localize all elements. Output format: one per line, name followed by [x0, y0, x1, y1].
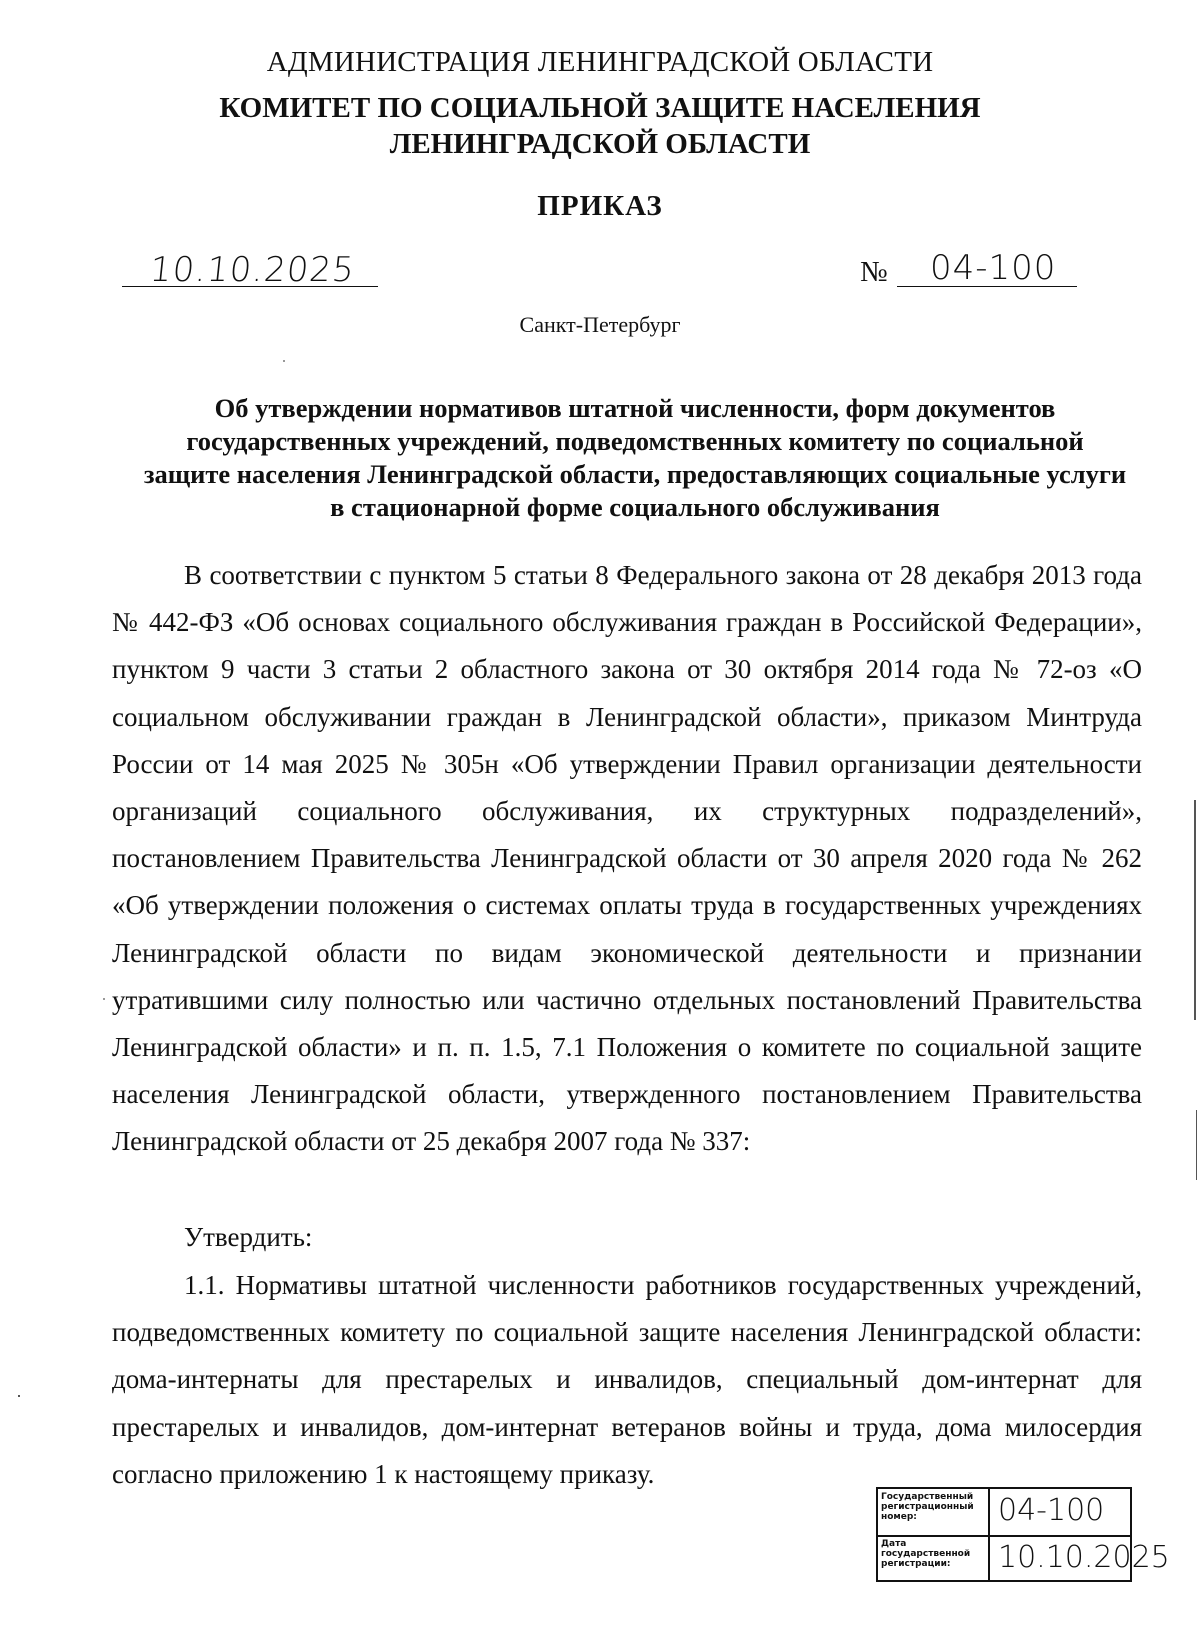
committee-heading — [0, 90, 1200, 162]
number-sign: № — [860, 256, 888, 288]
scan-speck — [103, 998, 105, 1000]
registration-stamp — [876, 1487, 1170, 1582]
registration-number-value: 04-100 — [998, 1493, 1105, 1528]
number-underline — [897, 286, 1077, 287]
scan-speck — [283, 360, 285, 362]
date-underline — [122, 286, 378, 287]
approve-paragraph: Утвердить: — [184, 1222, 313, 1252]
order-number: 04-100 — [930, 248, 1057, 288]
scan-speck — [18, 1395, 20, 1397]
administration-heading: АДМИНИСТРАЦИЯ ЛЕНИНГРАДСКОЙ ОБЛАСТИ — [266, 46, 934, 78]
order-date: 10.10.2025 — [147, 250, 357, 290]
registration-date-label: Дата государственной регистрации: — [881, 1539, 971, 1569]
preamble-paragraph: В соответствии с пунктом 5 статьи 8 Федерального закона от 28 декабря 2013 года № 442-ФЗ «Об основах социального обслуживания граждан в Российской Федерации», пунктом 9 части 3 статьи 2 областного закона от 30 октября 2014 года № 72-оз «О социальном обслуживании граждан в Ленинградской области», приказом Минтруда России от 14 мая 2025 № 305н «Об утверждении Правил организации деятельности организаций социального обслуживания, их структурных подразделений», постановлением Правительства Ленинградской области от 30 апреля 2020 года № 262 «Об утверждении положения о системах оплаты труда в государственных учреждениях Ленинградской области по видам экономической деятельности и признании утратившими силу полностью или частично отдельных постановлений Правительства Ленинградской области» и п. п. 1.5, 7.1 Положения о комитете по социальной защите населения Ленинградской области, утвержденного постановлением Правительства Ленинградской области от 25 декабря 2007 года № 337: — [112, 560, 1142, 1157]
committee-heading-line-2: ЛЕНИНГРАДСКОЙ ОБЛАСТИ — [389, 128, 811, 160]
order-subject: Об утверждении нормативов штатной численности, форм документов государственных учреждений, подведомственных комитету по социальной защите населения Ленинградской области, предоставляющих социальные услуги в стационарной форме социального обслуживания — [143, 393, 1127, 522]
city-label: Санкт-Петербург — [519, 312, 681, 337]
registration-date-value: 10.10.2025 — [998, 1540, 1170, 1575]
registration-number-row — [878, 1489, 1130, 1537]
stamp-divider — [988, 1536, 990, 1582]
registration-number-label: Государственный регистрационный номер: — [881, 1492, 974, 1522]
document-type-title: ПРИКАЗ — [537, 190, 663, 222]
scan-edge-mark — [1196, 1110, 1197, 1180]
committee-heading-line-1: КОМИТЕТ ПО СОЦИАЛЬНОЙ ЗАЩИТЕ НАСЕЛЕНИЯ — [219, 92, 981, 124]
item-1-1-paragraph: 1.1. Нормативы штатной численности работников государственных учреждений, подведомственных комитету по социальной защите населения Ленинградской области: дома-интернаты для престарелых и инвалидов, специальный дом-интернат для престарелых и инвалидов, дом-интернат ветеранов войны и труда, дома милосердия согласно приложению 1 к настоящему приказу. — [112, 1270, 1142, 1489]
registration-date-row — [878, 1536, 1170, 1582]
stamp-divider — [988, 1489, 990, 1535]
scan-edge-mark — [1194, 800, 1196, 1020]
